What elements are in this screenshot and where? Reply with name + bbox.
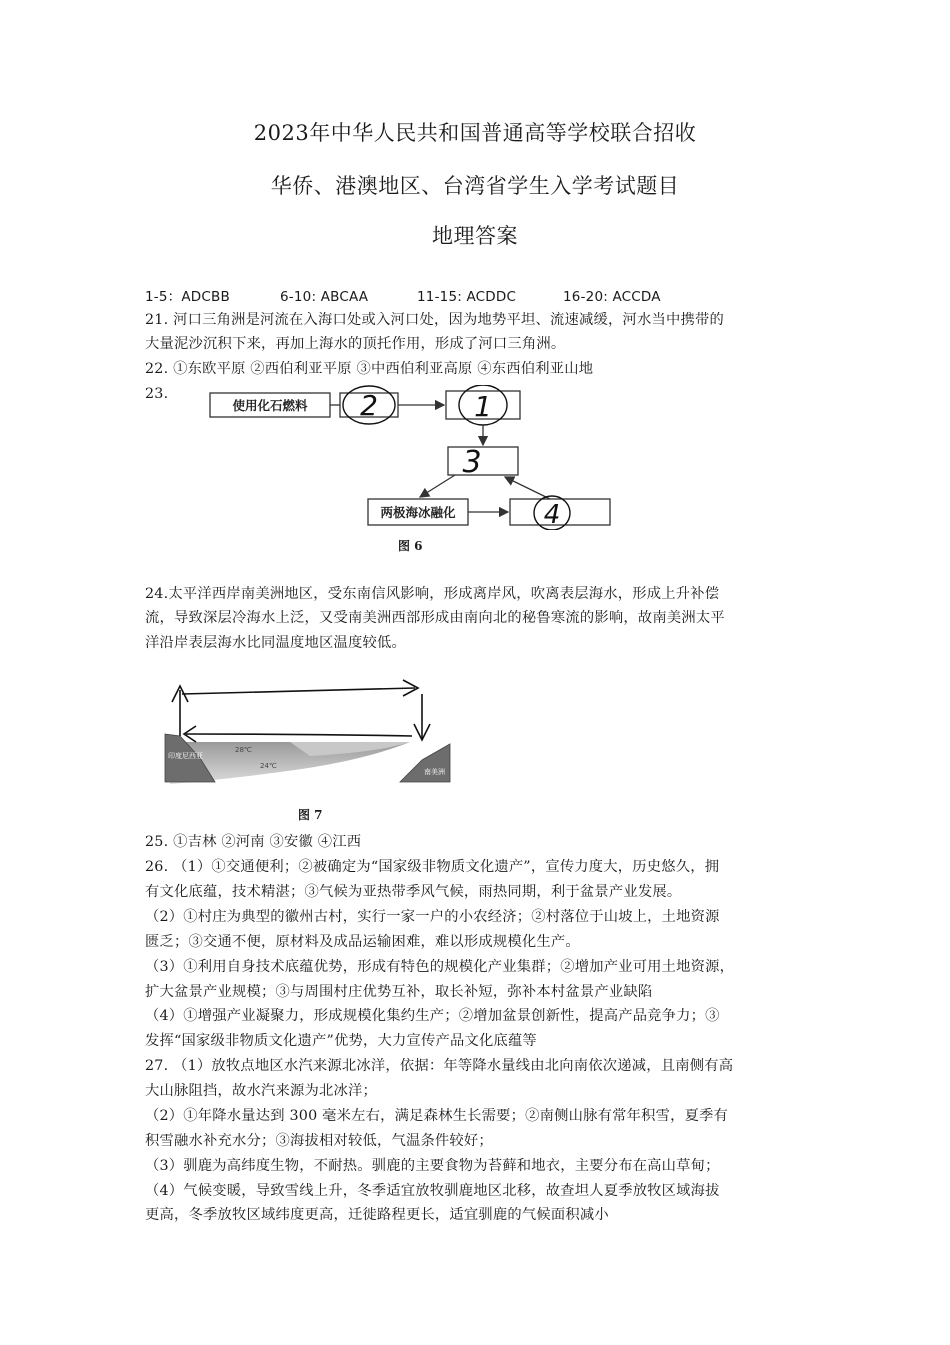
box-sea-ice-label: 两极海冰融化	[380, 505, 456, 520]
q26-line-3: （2）①村庄为典型的徽州古村，实行一家一户的小农经济；②村落位于山坡上，土地资源	[145, 909, 720, 925]
q26-line-5: （3）①利用自身技术底蕴优势，形成有特色的规模化产业集群；②增加产业可用土地资源，	[145, 959, 735, 975]
q21-line-2: 大量泥沙沉积下来，再加上海水的顶托作用，形成了河口三角洲。	[145, 336, 566, 352]
q22-answer: 22. ①东欧平原 ②西伯利亚平原 ③中西伯利亚高原 ④东西伯利亚山地	[145, 361, 594, 377]
q26-line-4: 匮乏；③交通不便，原材料及成品运输困难，难以形成规模化生产。	[145, 934, 580, 950]
q27-line-2: 大山脉阻挡，故水汽来源为北冰洋；	[145, 1083, 377, 1099]
q26-line-7: （4）①增强产业凝聚力，形成规模化集约生产；②增加盆景创新性，提高产品竞争力；③	[145, 1008, 720, 1024]
arrow-3-to-ice	[420, 475, 455, 497]
q26-line-1: 26. （1）①交通便利；②被确定为“国家级非物质文化遗产”，宣传力度大，历史悠久，拥	[145, 859, 720, 875]
landmass-right	[400, 744, 450, 782]
arrow-surface-west	[186, 734, 412, 736]
figure-7	[160, 672, 460, 802]
answer-group-4: 16-20: ACCDA	[563, 289, 661, 305]
q23-label: 23.	[145, 386, 169, 402]
title-line-1: 2023年中华人民共和国普通高等学校联合招收	[253, 121, 697, 145]
q27-line-7: 更高，冬季放牧区域纬度更高，迁徙路程更长，适宜驯鹿的气候面积减小	[145, 1207, 609, 1223]
q26-line-8: 发挥“国家级非物质文化遗产”优势，大力宣传产品文化底蕴等	[145, 1033, 537, 1049]
handwritten-mark-2: 2	[360, 389, 378, 422]
answer-group-3: 11-15: ACDDC	[417, 289, 517, 305]
q21-line-1: 21. 河口三角洲是河流在入海口处或入河口处，因为地势平坦、流速减缓，河水当中携带的	[145, 312, 724, 328]
handwritten-mark-4: 4	[543, 500, 561, 530]
q24-line-2: 流，导致深层冷海水上泛，又受南美洲西部形成由南向北的秘鲁寒流的影响，故南美洲太平	[145, 610, 725, 626]
fig7-label-left: 印度尼西亚	[168, 752, 203, 760]
q25-answer: 25. ①吉林 ②河南 ③安徽 ④江西	[145, 834, 362, 850]
answer-group-2: 6-10: ABCAA	[280, 289, 369, 305]
q27-line-3: （2）①年降水量达到 300 毫米左右，满足森林生长需要；②南侧山脉有常年积雪，夏季有	[145, 1108, 729, 1124]
figure-6-caption: 图 6	[398, 539, 423, 553]
q27-line-1: 27. （1）放牧点地区水汽来源北冰洋，依据：年等降水量线由北向南依次递减，且南侧有高	[145, 1058, 734, 1074]
fig7-temp-28: 28℃	[235, 746, 252, 754]
arrow-top-wind	[182, 688, 415, 694]
q24-line-1: 24.太平洋西岸南美洲地区，受东南信风影响，形成离岸风，吹离表层海水，形成上升补偿	[145, 586, 720, 602]
fig7-label-right: 南美洲	[424, 768, 445, 776]
figure-6	[200, 385, 620, 530]
handwritten-mark-1: 1	[474, 390, 492, 423]
arrow-4-to-3	[505, 477, 550, 499]
q27-line-5: （3）驯鹿为高纬度生物，不耐热。驯鹿的主要食物为苔藓和地衣，主要分布在高山草甸；	[145, 1158, 720, 1174]
q24-line-3: 洋沿岸表层海水比同温度地区温度较低。	[145, 635, 406, 651]
fig7-temp-24: 24℃	[260, 762, 277, 770]
title-line-2: 华侨、港澳地区、台湾省学生入学考试题目	[270, 174, 680, 198]
q26-line-6: 扩大盆景产业规模；③与周围村庄优势互补，取长补短，弥补本村盆景产业缺陷	[145, 984, 653, 1000]
box-fossil-fuel-label: 使用化石燃料	[232, 398, 308, 413]
box-3	[448, 447, 518, 475]
handwritten-mark-3: 3	[462, 445, 482, 480]
q27-line-4: 积雪融水补充水分；③海拔相对较低，气温条件较好；	[145, 1133, 493, 1149]
q26-line-2: 有文化底蕴，技术精湛；③气候为亚热带季风气候，雨热同期，利于盆景产业发展。	[145, 884, 682, 900]
figure-7-caption: 图 7	[298, 808, 323, 822]
answer-group-1: 1-5：ADCBB	[145, 289, 230, 305]
q27-line-6: （4）气候变暖，导致雪线上升，冬季适宜放牧驯鹿地区北移，故查坦人夏季放牧区域海拔	[145, 1183, 720, 1199]
title-line-3: 地理答案	[432, 224, 518, 248]
